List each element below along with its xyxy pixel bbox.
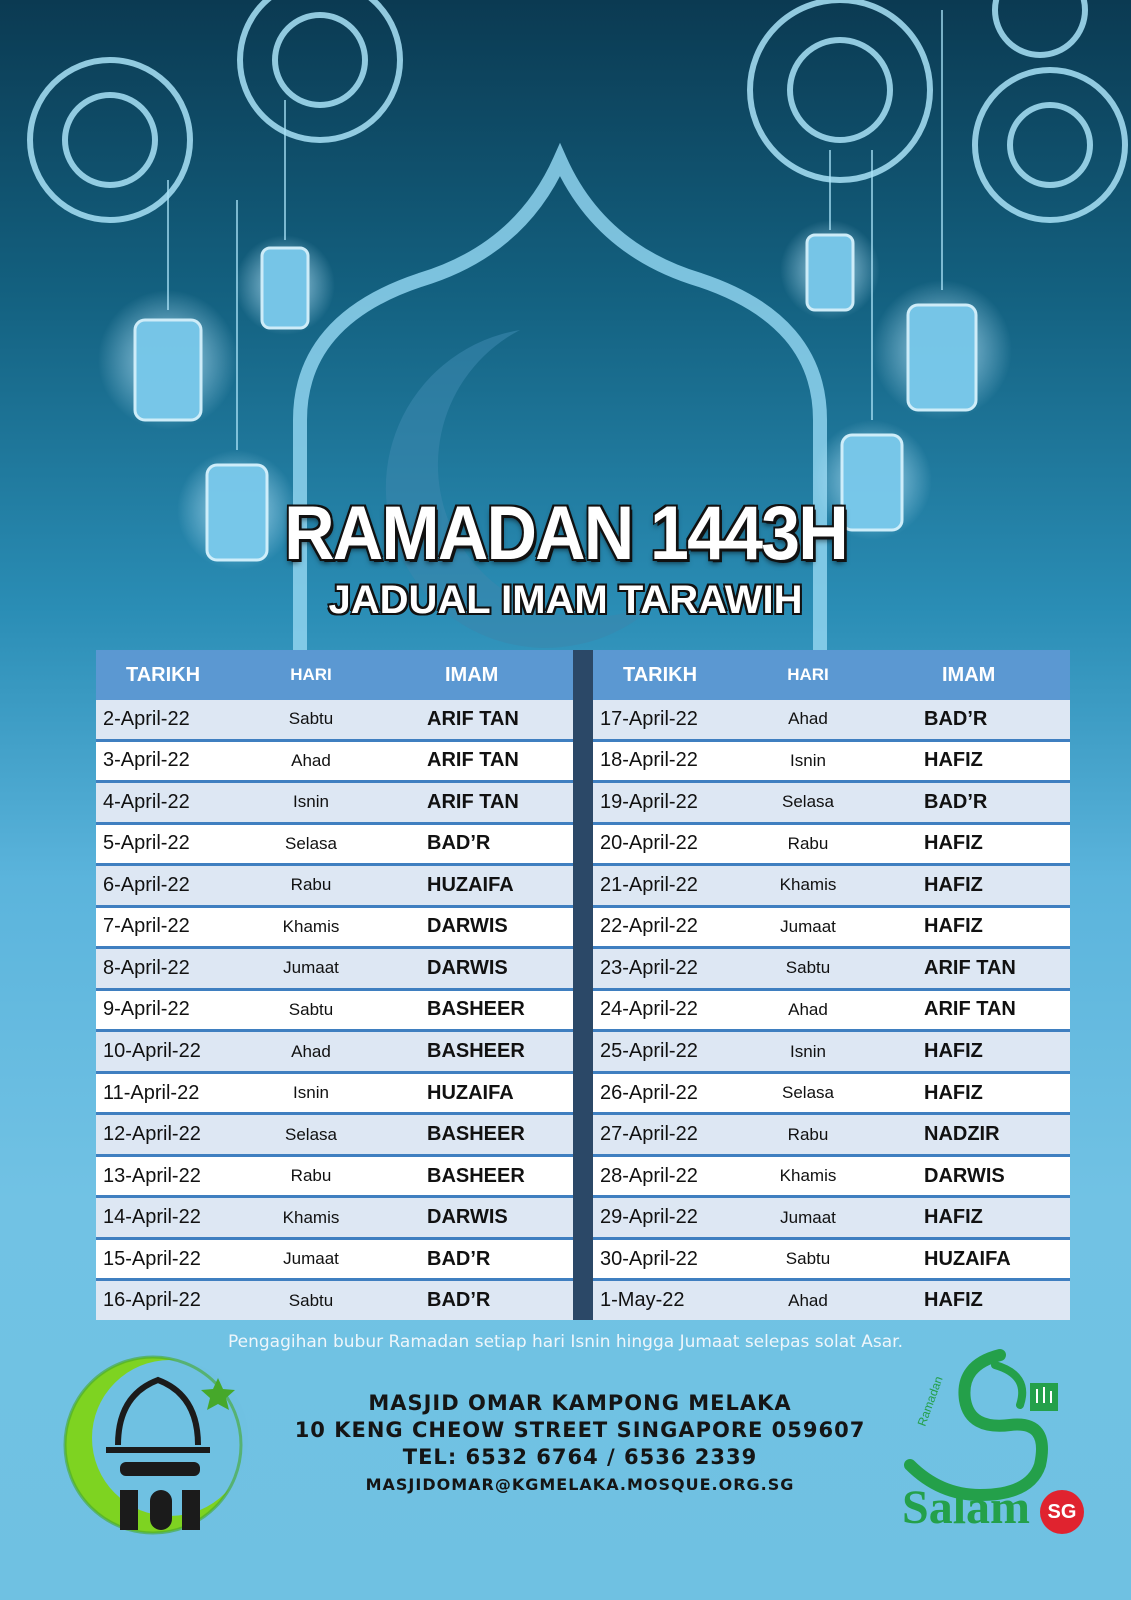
row-day: Sabtu — [785, 1249, 831, 1269]
header-date: TARIKH — [623, 663, 698, 686]
imam-schedule-table — [96, 650, 1070, 1320]
row-day: Jumaat — [283, 1249, 339, 1269]
row-imam: HAFIZ — [924, 873, 983, 896]
table-row — [593, 1032, 1070, 1074]
table-header — [593, 650, 1070, 700]
row-date: 6-April-22 — [103, 873, 190, 896]
row-day: Sabtu — [288, 709, 334, 729]
row-imam: HAFIZ — [924, 1040, 983, 1063]
poster-subtitle: JADUAL IMAM TARAWIH — [328, 578, 803, 622]
schedule-left-half — [96, 650, 573, 1320]
row-day: Jumaat — [283, 958, 339, 978]
table-row — [96, 991, 573, 1033]
table-row — [593, 742, 1070, 784]
row-date: 11-April-22 — [103, 1081, 200, 1104]
row-date: 19-April-22 — [600, 790, 698, 813]
row-day: Rabu — [787, 1124, 829, 1144]
mosque-name: MASJID OMAR KAMPONG MELAKA — [368, 1391, 792, 1415]
row-imam: BAD’R — [427, 832, 491, 855]
row-day: Ahad — [291, 1041, 331, 1061]
table-row — [593, 949, 1070, 991]
table-row — [96, 1240, 573, 1282]
row-imam: ARIF TAN — [427, 790, 519, 813]
row-date: 21-April-22 — [600, 873, 698, 896]
table-header — [96, 650, 573, 700]
table-row — [593, 866, 1070, 908]
row-imam: HAFIZ — [924, 832, 983, 855]
row-date: 3-April-22 — [103, 749, 190, 772]
table-row — [593, 1115, 1070, 1157]
row-date: 8-April-22 — [103, 956, 190, 979]
header-day: HARI — [787, 665, 829, 684]
row-imam: HUZAIFA — [924, 1247, 1011, 1270]
row-day: Isnin — [293, 792, 329, 812]
header-day: HARI — [290, 665, 332, 684]
row-imam: HAFIZ — [924, 1206, 983, 1229]
row-date: 13-April-22 — [103, 1164, 201, 1187]
table-row — [593, 1074, 1070, 1116]
row-date: 15-April-22 — [103, 1247, 201, 1270]
row-imam: ARIF TAN — [924, 998, 1016, 1021]
row-day: Rabu — [787, 833, 829, 853]
row-imam: DARWIS — [427, 956, 508, 979]
row-date: 26-April-22 — [600, 1081, 698, 1104]
row-date: 23-April-22 — [600, 956, 698, 979]
mosque-logo-icon — [58, 1350, 248, 1540]
salam-wordmark: Salam — [902, 1481, 1031, 1534]
row-day: Isnin — [790, 750, 826, 770]
row-date: 2-April-22 — [103, 707, 190, 730]
row-date: 20-April-22 — [600, 832, 698, 855]
table-row — [593, 1198, 1070, 1240]
row-date: 30-April-22 — [600, 1247, 698, 1270]
header-date: TARIKH — [126, 663, 201, 686]
row-date: 5-April-22 — [103, 832, 190, 855]
row-date: 29-April-22 — [600, 1206, 698, 1229]
table-row — [96, 742, 573, 784]
row-date: 17-April-22 — [600, 707, 698, 730]
row-day: Sabtu — [288, 1290, 334, 1310]
row-day: Ahad — [788, 1290, 828, 1310]
row-imam: HAFIZ — [924, 749, 983, 772]
table-row — [96, 1281, 573, 1320]
table-row — [593, 825, 1070, 867]
table-row — [96, 949, 573, 991]
table-row — [96, 1157, 573, 1199]
row-day: Jumaat — [780, 916, 836, 936]
row-date: 16-April-22 — [103, 1289, 201, 1312]
table-divider — [573, 650, 593, 1320]
row-day: Ahad — [788, 709, 828, 729]
row-imam: DARWIS — [427, 915, 508, 938]
row-day: Khamis — [779, 1166, 837, 1186]
table-row — [96, 1115, 573, 1157]
row-day: Ahad — [291, 750, 331, 770]
row-day: Khamis — [779, 875, 837, 895]
poster-title: RAMADAN 1443H — [284, 491, 847, 576]
table-row — [593, 991, 1070, 1033]
mosque-email: MASJIDOMAR@KGMELAKA.MOSQUE.ORG.SG — [365, 1475, 795, 1494]
table-row — [593, 908, 1070, 950]
row-imam: ARIF TAN — [427, 707, 519, 730]
row-imam: BASHEER — [427, 1164, 525, 1187]
row-imam: ARIF TAN — [924, 956, 1016, 979]
row-imam: NADZIR — [924, 1123, 1000, 1146]
row-date: 14-April-22 — [103, 1206, 201, 1229]
row-day: Rabu — [290, 875, 332, 895]
row-day: Selasa — [782, 1083, 834, 1103]
row-imam: BAD’R — [427, 1247, 491, 1270]
mosque-address: 10 KENG CHEOW STREET SINGAPORE 059607 — [294, 1418, 866, 1442]
row-imam: ARIF TAN — [427, 749, 519, 772]
header-imam: IMAM — [942, 663, 996, 686]
row-imam: BASHEER — [427, 1040, 525, 1063]
row-day: Selasa — [782, 792, 834, 812]
row-imam: HUZAIFA — [427, 1081, 514, 1104]
table-row — [593, 1157, 1070, 1199]
row-day: Isnin — [293, 1083, 329, 1103]
table-row — [96, 825, 573, 867]
row-date: 12-April-22 — [103, 1123, 201, 1146]
table-row — [96, 783, 573, 825]
mosque-contact — [250, 1390, 910, 1498]
row-imam: DARWIS — [924, 1164, 1005, 1187]
row-day: Selasa — [285, 1124, 337, 1144]
row-imam: DARWIS — [427, 1206, 508, 1229]
table-row — [96, 1032, 573, 1074]
table-row — [593, 700, 1070, 742]
row-day: Isnin — [790, 1041, 826, 1061]
table-row — [96, 700, 573, 742]
svg-text:Ramadan: Ramadan — [914, 1374, 946, 1429]
row-imam: BAD’R — [924, 790, 988, 813]
row-date: 9-April-22 — [103, 998, 190, 1021]
table-row — [96, 1074, 573, 1116]
table-row — [96, 908, 573, 950]
schedule-right-half — [593, 650, 1070, 1320]
row-imam: HAFIZ — [924, 1081, 983, 1104]
row-imam: BAD’R — [924, 707, 988, 730]
table-row — [593, 783, 1070, 825]
row-date: 24-April-22 — [600, 998, 698, 1021]
row-imam: BASHEER — [427, 1123, 525, 1146]
row-day: Khamis — [282, 1207, 340, 1227]
mosque-telephone: TEL: 6532 6764 / 6536 2339 — [402, 1445, 758, 1469]
row-day: Jumaat — [780, 1207, 836, 1227]
row-imam: BASHEER — [427, 998, 525, 1021]
row-date: 7-April-22 — [103, 915, 190, 938]
sg-badge: SG — [1040, 1490, 1084, 1534]
row-date: 4-April-22 — [103, 790, 190, 813]
row-date: 28-April-22 — [600, 1164, 698, 1187]
row-date: 10-April-22 — [103, 1040, 201, 1063]
row-day: Rabu — [290, 1166, 332, 1186]
table-row — [593, 1281, 1070, 1320]
table-row — [96, 1198, 573, 1240]
header-imam: IMAM — [445, 663, 499, 686]
row-imam: HUZAIFA — [427, 873, 514, 896]
bubur-note: Pengagihan bubur Ramadan setiap hari Isnin hingga Jumaat selepas solat Asar. — [228, 1332, 903, 1352]
row-imam: HAFIZ — [924, 915, 983, 938]
row-date: 27-April-22 — [600, 1123, 698, 1146]
row-date: 22-April-22 — [600, 915, 698, 938]
row-date: 25-April-22 — [600, 1040, 698, 1063]
row-day: Sabtu — [288, 999, 334, 1019]
row-imam: HAFIZ — [924, 1289, 983, 1312]
row-day: Ahad — [788, 999, 828, 1019]
row-day: Khamis — [282, 916, 340, 936]
row-day: Sabtu — [785, 958, 831, 978]
table-row — [96, 866, 573, 908]
table-row — [593, 1240, 1070, 1282]
row-day: Selasa — [285, 833, 337, 853]
row-imam: BAD’R — [427, 1289, 491, 1312]
row-date: 1-May-22 — [600, 1289, 685, 1312]
row-date: 18-April-22 — [600, 749, 698, 772]
